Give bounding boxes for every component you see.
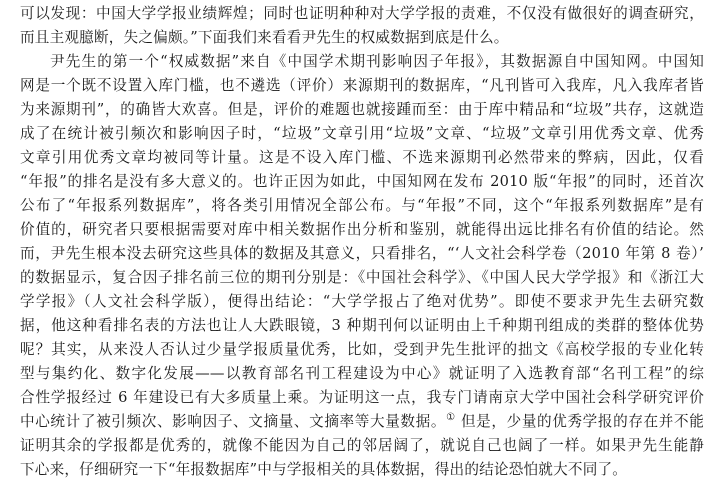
paragraph-2-line-12: 据，他这种看排名表的方法也让人大跌眼镜，3 种期刊何以证明由上千种期刊组成的类群的整体优势 (20, 317, 704, 334)
paragraph-2-line-1: 尹先生的第一个“权威数据”来自《中国学术期刊影响因子年报》，其数据源自中国知网。中国知 (50, 53, 704, 70)
paragraph-2-line-11: 学学报》（人文社会科学版），便得出结论：“大学学报占了绝对优势”。即使不要求尹先生去研究数 (20, 293, 704, 310)
footnote-marker[interactable]: ① (446, 412, 456, 424)
paragraph-2-line-17: 证明其余的学报都是优秀的，就像不能因为自己的邻居阔了，就说自己也阔了一样。如果尹先生能静 (20, 437, 704, 454)
paragraph-2-line-9: 而，尹先生根本没去研究这些具体的数据及其意义，只看排名，“‘人文社会科学卷（2010 年第 8 卷）’ (20, 245, 704, 262)
line-16-tail: 但是，少量的优秀学报的存在并不能 (455, 413, 705, 430)
paragraph-2-line-10: 的数据显示，复合因子排名前三位的期刊分别是：《中国社会科学》、《中国人民大学学报》和《浙江大 (20, 269, 704, 286)
paragraph-2-line-8: 价值的，研究者只要根据需要对库中相关数据作出分析和鉴别，就能得出远比排名有价值的结论。然 (20, 221, 704, 238)
paragraph-2-line-16 (20, 410, 704, 434)
paragraph-1-line-2: 而且主观臆断，失之偏颇。”下面我们来看看尹先生的权威数据到底是什么。 (20, 29, 509, 46)
line-16-text: 中心统计了被引频次、影响因子、文摘量、文摘率等大量数据。 (20, 413, 447, 430)
paragraph-2-line-18: 下心来，仔细研究一下“年报数据库”中与学报相关的具体数据，得出的结论恐怕就大不同了。 (20, 461, 628, 478)
paragraph-2-line-15: 合性学报经过 6 年建设已有大多质量上乘。为证明这一点，我专门请南京大学中国社会科学研究评价 (20, 389, 704, 406)
paragraph-1-line-1: 可以发现：中国大学学报业绩辉煌；同时也证明种种对大学学报的责难，不仅没有做很好的调查研究， (20, 5, 704, 22)
paragraph-2-line-6: “年报”的排名是没有多大意义的。也许正因为如此，中国知网在发布 2010 版“年报”的同时，还首次 (20, 173, 704, 190)
paragraph-2-line-3: 为来源期刊”，的确皆大欢喜。但是，评价的难题也就接踵而至：由于库中精品和“垃圾”共存，这就造 (20, 101, 704, 118)
paragraph-2-line-7: 公布了“年报系列数据库”，将各类引用情况全部公布。与“年报”不同，这个“年报系列数据库”是有 (20, 197, 704, 214)
paragraph-2-line-4: 成了在统计被引频次和影响因子时，“垃圾”文章引用“垃圾”文章、“垃圾”文章引用优秀文章、优秀 (20, 125, 704, 142)
paragraph-2-line-13: 呢？其实，从来没人否认过少量学报质量优秀，比如，受到尹先生批评的拙文《高校学报的专业化转 (20, 341, 704, 358)
paragraph-2-line-2: 网是一个既不设置入库门槛，也不遴选（评价）来源期刊的数据库，“凡刊皆可入我库，凡入我库者皆 (20, 77, 704, 94)
paragraph-2-line-5: 文章引用优秀文章均被同等计量。这是不设入库门槛、不选来源期刊必然带来的弊病，因此，仅看 (20, 149, 704, 166)
paragraph-2-line-14: 型与集约化、数字化发展——以教育部名刊工程建设为中心》就证明了入选教育部“名刊工程”的综 (20, 365, 704, 382)
